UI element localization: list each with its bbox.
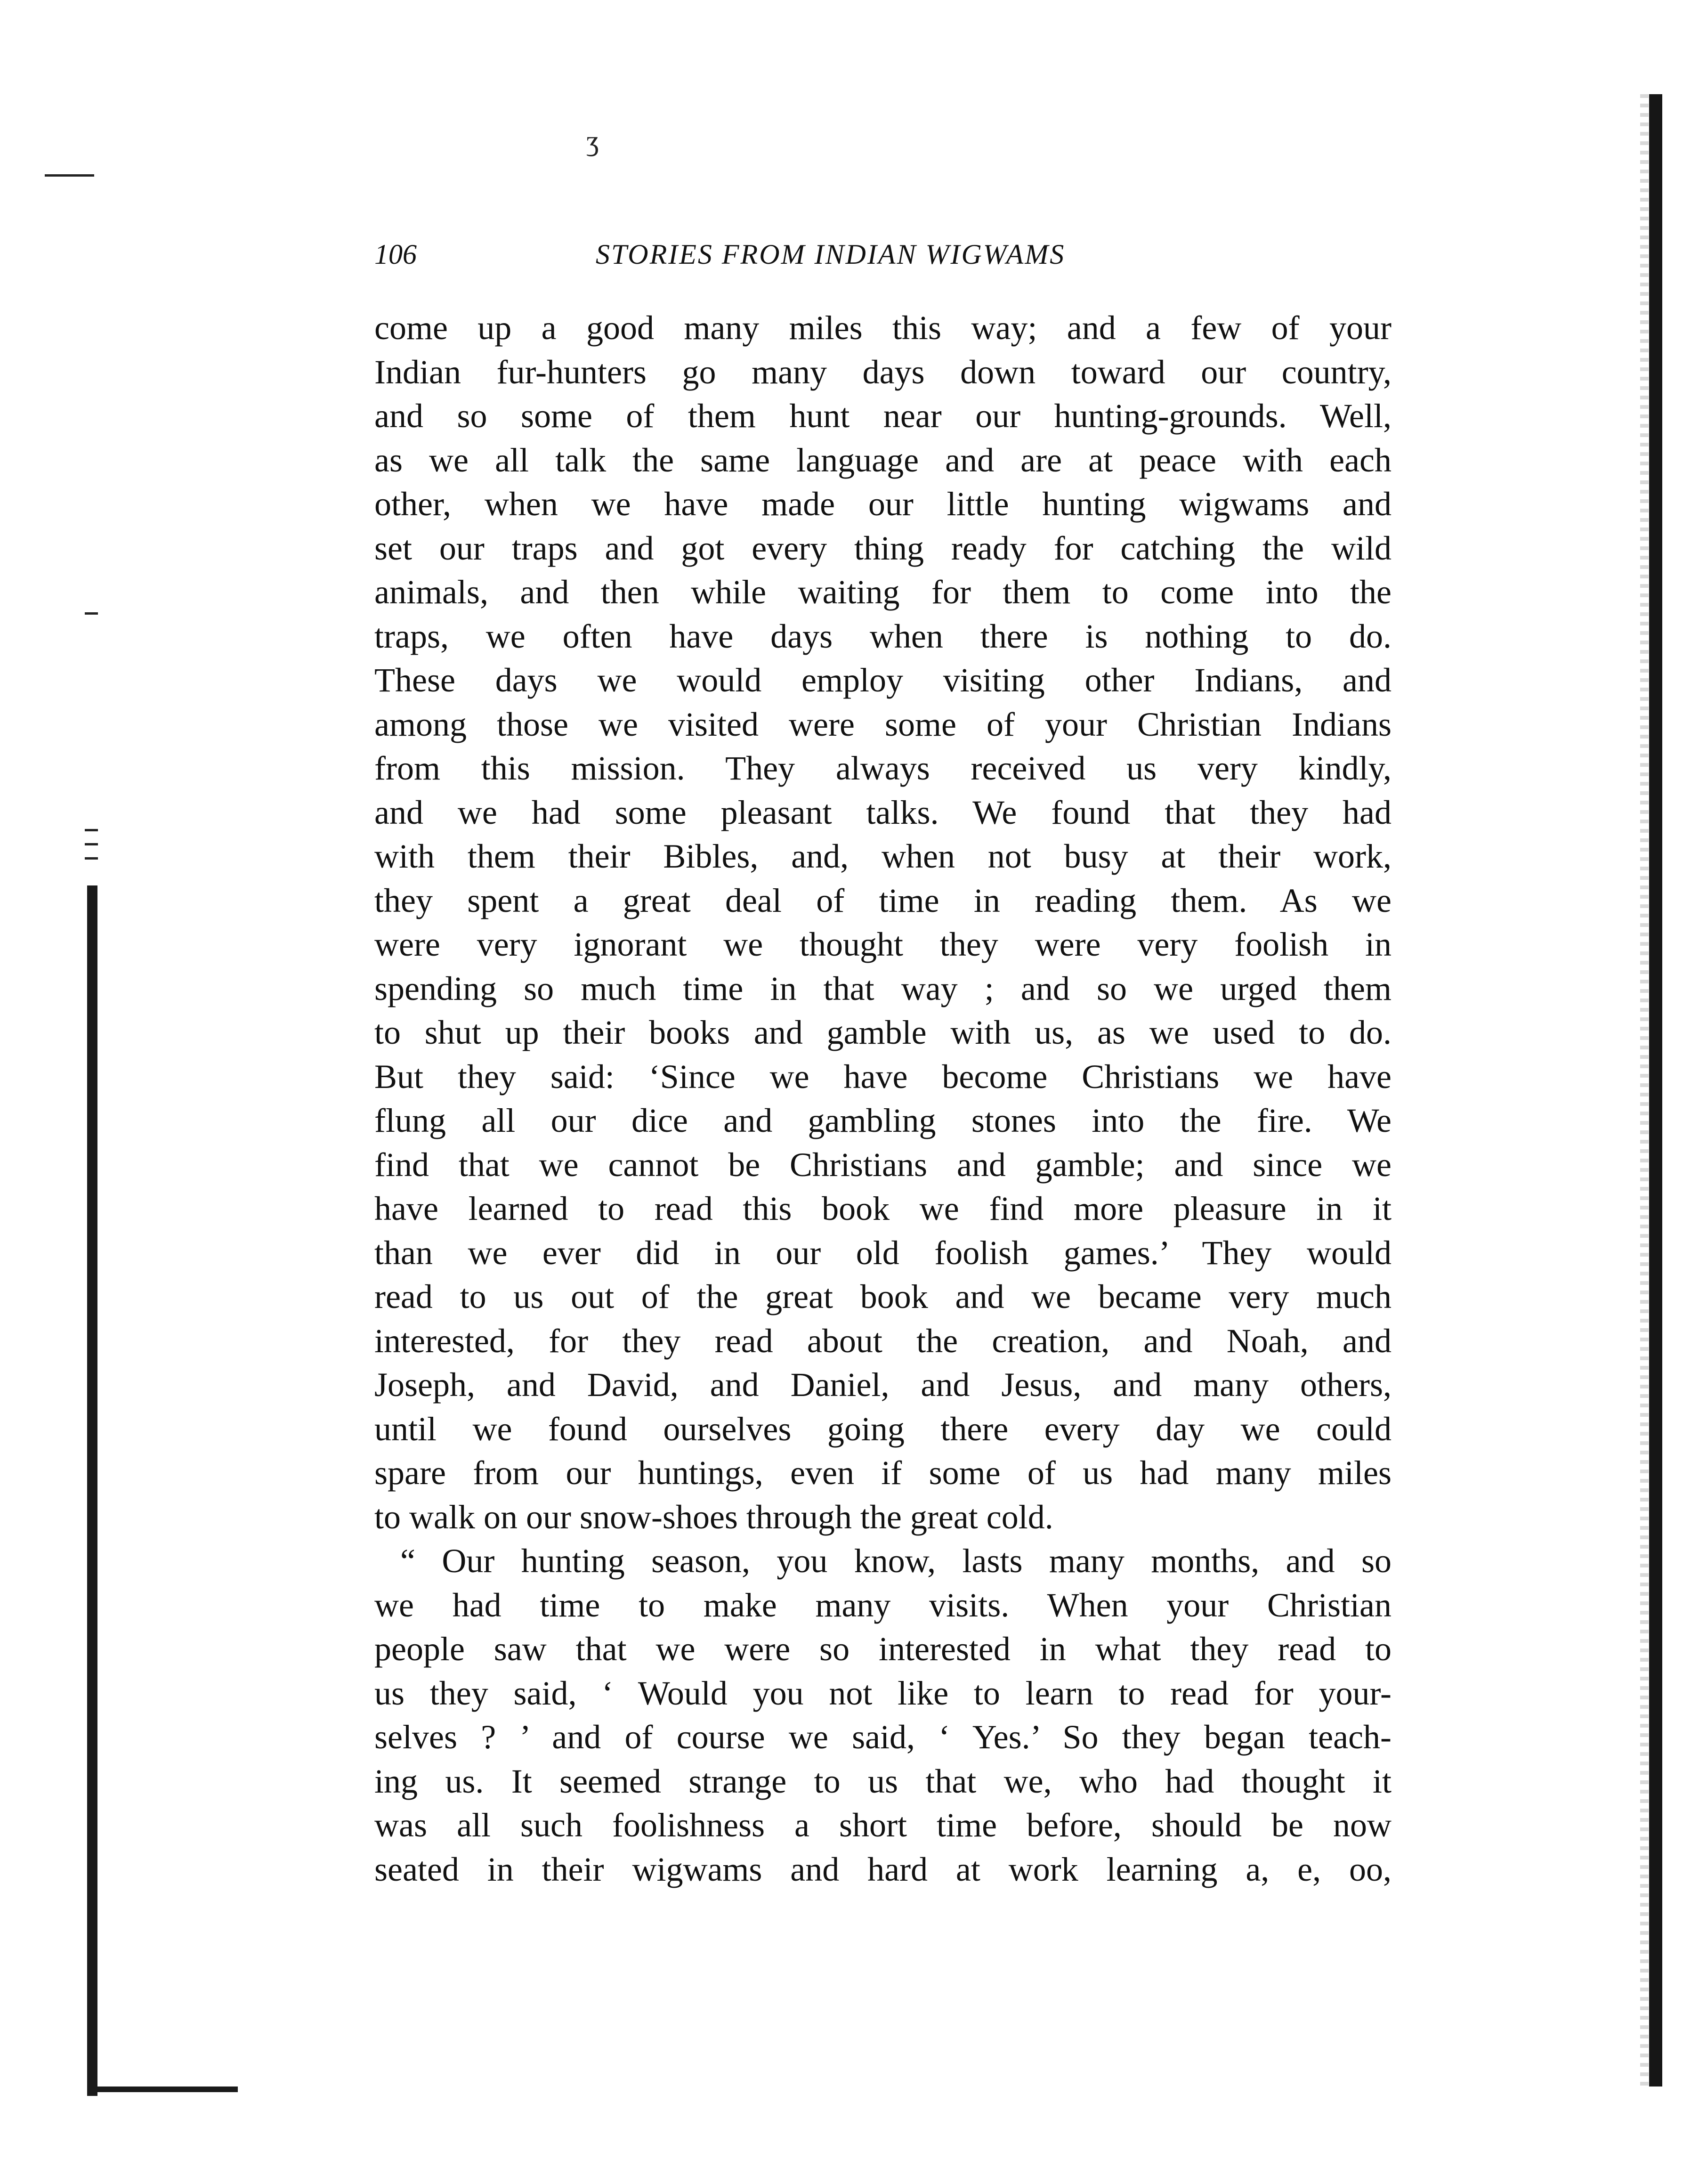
- text-line: have learned to read this book we find more pleasure in it: [374, 1190, 1391, 1227]
- text-line: interested, for they read about the creation, and Noah, and: [374, 1322, 1391, 1360]
- text-line: ing us. It seemed strange to us that we, who had thought it: [374, 1762, 1391, 1800]
- margin-tick-mark: [85, 829, 98, 831]
- text-line: set our traps and got every thing ready for catching the wild: [374, 529, 1391, 567]
- text-line: as we all talk the same language and are at peace with each: [374, 441, 1391, 479]
- text-line: other, when we have made our little hunting wigwams and: [374, 485, 1391, 523]
- text-line: Indian fur-hunters go many days down toward our country,: [374, 353, 1391, 391]
- margin-tick-mark: [85, 612, 98, 615]
- top-ink-mark: ʒ: [586, 125, 599, 156]
- text-line: Joseph, and David, and Daniel, and Jesus, and many others,: [374, 1366, 1391, 1404]
- paragraph-1: [374, 306, 1391, 1539]
- text-line: But they said: ‘Since we have become Christians we have: [374, 1057, 1391, 1096]
- text-line: we had time to make many visits. When your Christian: [374, 1586, 1391, 1624]
- binding-edge: [1649, 94, 1662, 2087]
- text-line: traps, we often have days when there is nothing to do.: [374, 617, 1391, 655]
- text-line: than we ever did in our old foolish games.’ They would: [374, 1234, 1391, 1272]
- text-line: selves ? ’ and of course we said, ‘ Yes.’ So they began teach-: [374, 1718, 1391, 1756]
- text-line: among those we visited were some of your Christian Indians: [374, 705, 1391, 743]
- text-line: to shut up their books and gamble with us, as we used to do.: [374, 1014, 1391, 1051]
- text-line: were very ignorant we thought they were very foolish in: [374, 926, 1391, 963]
- text-line: come up a good many miles this way; and a few of your: [374, 309, 1391, 347]
- text-line: seated in their wigwams and hard at work learning a, e, oo,: [374, 1850, 1391, 1888]
- text-line: and we had some pleasant talks. We found that they had: [374, 793, 1391, 831]
- text-line: until we found ourselves going there every day we could: [374, 1410, 1391, 1448]
- margin-dash-mark: [45, 174, 94, 177]
- text-line: was all such foolishness a short time before, should be now: [374, 1806, 1391, 1844]
- text-line: spending so much time in that way ; and so we urged them: [374, 969, 1391, 1007]
- text-line: These days we would employ visiting other Indians, and: [374, 661, 1391, 699]
- text-line: and so some of them hunt near our hunting-grounds. Well,: [374, 397, 1391, 435]
- paragraph-2: [374, 1539, 1391, 1892]
- binding-edge-texture: [1640, 94, 1649, 2087]
- page-header: [374, 233, 1396, 276]
- text-line: “ Our hunting season, you know, lasts many months, and so: [400, 1542, 1391, 1580]
- text-line: us they said, ‘ Would you not like to learn to read for your-: [374, 1674, 1391, 1712]
- text-line: read to us out of the great book and we became very much: [374, 1278, 1391, 1315]
- text-line: spare from our huntings, even if some of us had many miles: [374, 1454, 1391, 1492]
- bottom-margin-rule: [87, 2087, 238, 2092]
- text-line: they spent a great deal of time in reading them. As we: [374, 881, 1391, 919]
- left-margin-rule: [87, 885, 97, 2096]
- text-line: with them their Bibles, and, when not busy at their work,: [374, 837, 1391, 875]
- text-line: from this mission. They always received us very kindly,: [374, 749, 1391, 787]
- text-line: to walk on our snow-shoes through the great cold.: [374, 1498, 1053, 1536]
- text-line: animals, and then while waiting for them to come into the: [374, 573, 1391, 611]
- margin-tick-mark: [85, 843, 98, 845]
- page-number: 106: [374, 239, 417, 270]
- body-text: [374, 306, 1391, 1892]
- text-line: find that we cannot be Christians and gamble; and since we: [374, 1145, 1391, 1184]
- running-head: STORIES FROM INDIAN WIGWAMS: [596, 239, 1066, 270]
- text-line: flung all our dice and gambling stones into the fire. We: [374, 1102, 1391, 1139]
- margin-tick-mark: [85, 857, 98, 860]
- text-line: people saw that we were so interested in what they read to: [374, 1630, 1391, 1668]
